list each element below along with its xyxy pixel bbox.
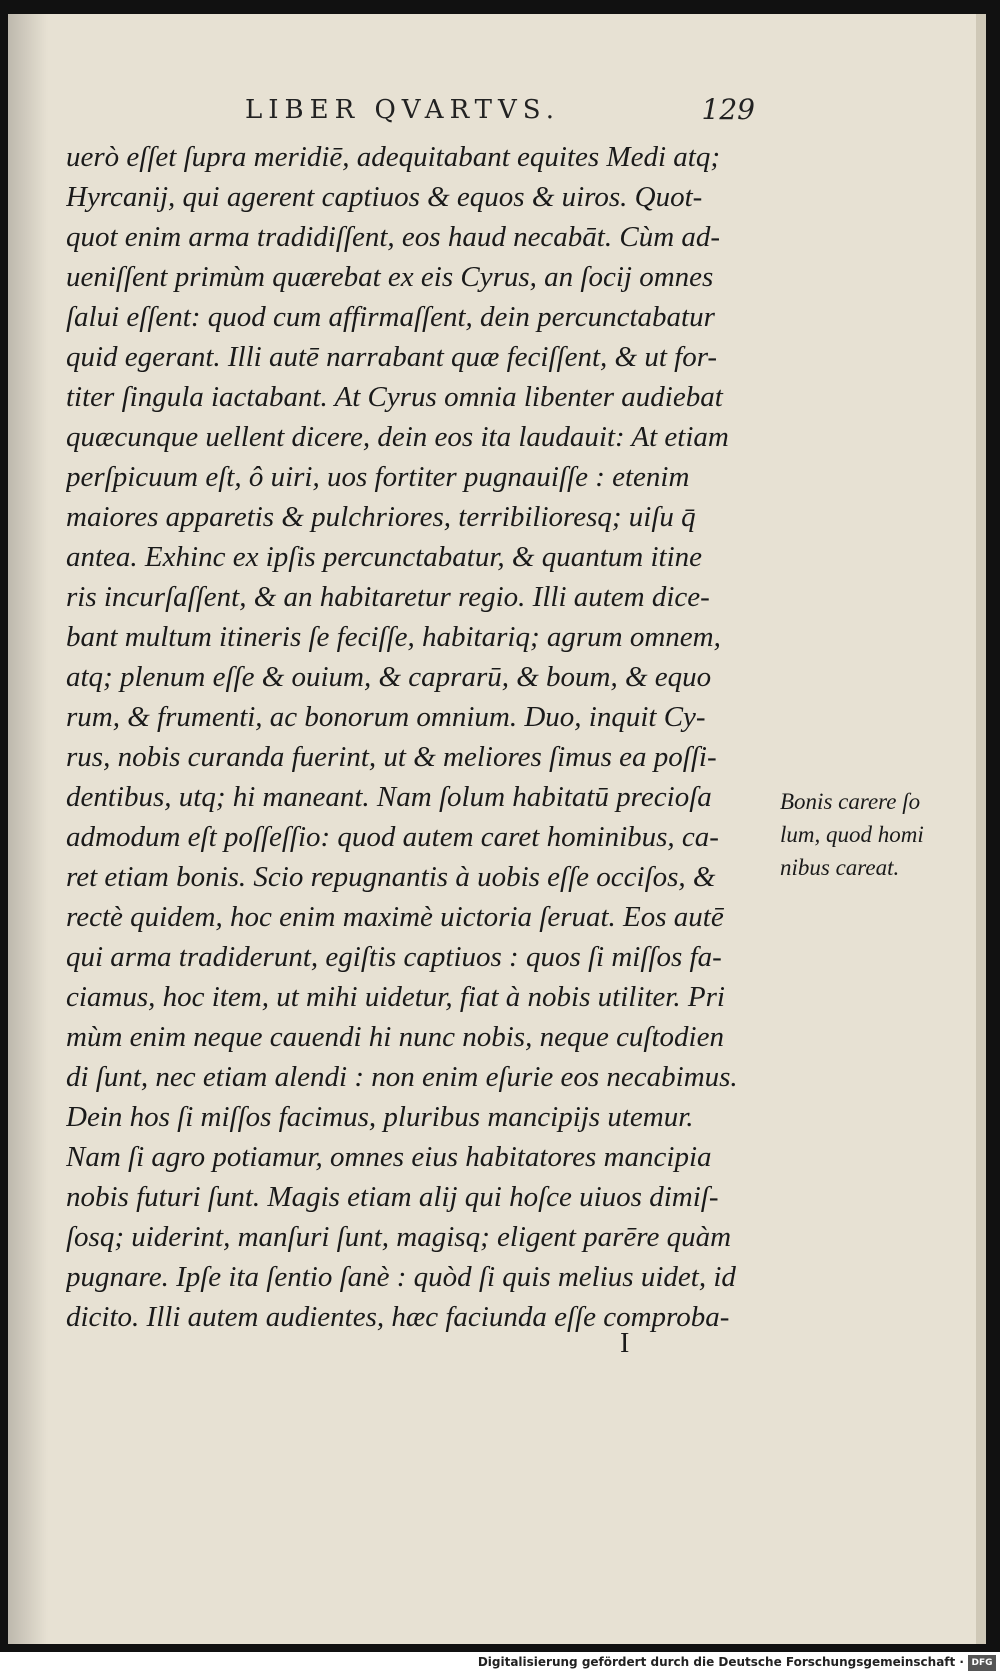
text-line: dicito. Illi autem audientes, hæc faciunda eſſe comproba- (66, 1301, 730, 1333)
text-line: uerò eſſet ſupra meridiē, adequitabant equites Medi atq; (66, 141, 720, 173)
text-line: ſalui eſſent: quod cum affirmaſſent, dein percunctabatur (66, 301, 715, 333)
text-line: nobis futuri ſunt. Magis etiam alij qui hoſce uiuos dimiſ- (66, 1181, 719, 1213)
text-line: quot enim arma tradidiſſent, eos haud necabāt. Cùm ad- (66, 221, 721, 253)
footer-credit: Digitalisierung gefördert durch die Deutsche Forschungsgemeinschaft · (477, 1655, 964, 1669)
text-line: dentibus, utq; hi maneant. Nam ſolum habitatū precioſa (66, 781, 712, 813)
text-line: ueniſſent primùm quærebat ex eis Cyrus, an ſocij omnes (66, 261, 714, 293)
text-line: di ſunt, nec etiam alendi : non enim eſurie eos necabimus. (66, 1061, 738, 1093)
text-line: mùm enim neque cauendi hi nunc nobis, neque cuſtodien (66, 1021, 724, 1053)
text-line: rum, & frumenti, ac bonorum omnium. Duo, inquit Cy- (66, 701, 706, 733)
text-line: Dein hos ſi miſſos facimus, pluribus mancipijs utemur. (66, 1101, 694, 1133)
text-line: antea. Exhinc ex ipſis percunctabatur, & quantum itine (66, 541, 703, 573)
page-header (245, 95, 755, 135)
text-line: quid egerant. Illi autē narrabant quæ feciſſent, & ut for- (66, 341, 718, 373)
text-line: ret etiam bonis. Scio repugnantis à uobis eſſe occiſos, & (66, 861, 716, 893)
marginal-note-line: Bonis carere ſo (780, 789, 921, 814)
digitization-footer (0, 1652, 1000, 1677)
signature-mark: I (620, 1328, 630, 1359)
dfg-logo-icon: DFG (968, 1655, 996, 1671)
page-gutter-shadow (8, 14, 48, 1644)
text-line: bant multum itineris ſe feciſſe, habitariq; agrum omnem, (66, 621, 721, 653)
text-line: ſosq; uiderint, manſuri ſunt, magisq; eligent parēre quàm (66, 1221, 732, 1253)
text-line: quæcunque uellent dicere, dein eos ita laudauit: At etiam (66, 421, 729, 453)
text-line: maiores apparetis & pulchriores, terribilioresq; uiſu q̄ (66, 501, 696, 533)
text-line: atq; plenum eſſe & ouium, & caprarū, & boum, & equo (66, 661, 712, 693)
page-number: 129 (701, 93, 755, 126)
main-text-block (66, 137, 766, 1337)
text-line: ciamus, hoc item, ut mihi uidetur, fiat à nobis utiliter. Pri (66, 981, 725, 1013)
text-line: qui arma tradiderunt, egiſtis captiuos : quos ſi miſſos fa- (66, 941, 722, 973)
text-line: ris incurſaſſent, & an habitaretur regio. Illi autem dice- (66, 581, 710, 613)
text-line: perſpicuum eſt, ô uiri, uos fortiter pugnauiſſe : etenim (66, 461, 690, 493)
marginal-note (780, 785, 930, 884)
text-line: Hyrcanij, qui agerent captiuos & equos & uiros. Quot- (66, 181, 703, 213)
text-line: rus, nobis curanda fuerint, ut & meliores ſimus ea poſſi- (66, 741, 717, 773)
running-head: LIBER QVARTVS. (245, 95, 560, 125)
text-line: pugnare. Ipſe ita ſentio ſanè : quòd ſi quis melius uidet, id (66, 1261, 736, 1293)
text-line: Nam ſi agro potiamur, omnes eius habitatores mancipia (66, 1141, 712, 1173)
marginal-note-line: lum, quod homi (780, 822, 924, 847)
text-line: titer ſingula iactabant. At Cyrus omnia libenter audiebat (66, 381, 723, 413)
text-line: admodum eſt poſſeſſio: quod autem caret hominibus, ca- (66, 821, 719, 853)
text-line: rectè quidem, hoc enim maximè uictoria ſeruat. Eos autē (66, 901, 724, 933)
marginal-note-line: nibus careat. (780, 855, 900, 880)
